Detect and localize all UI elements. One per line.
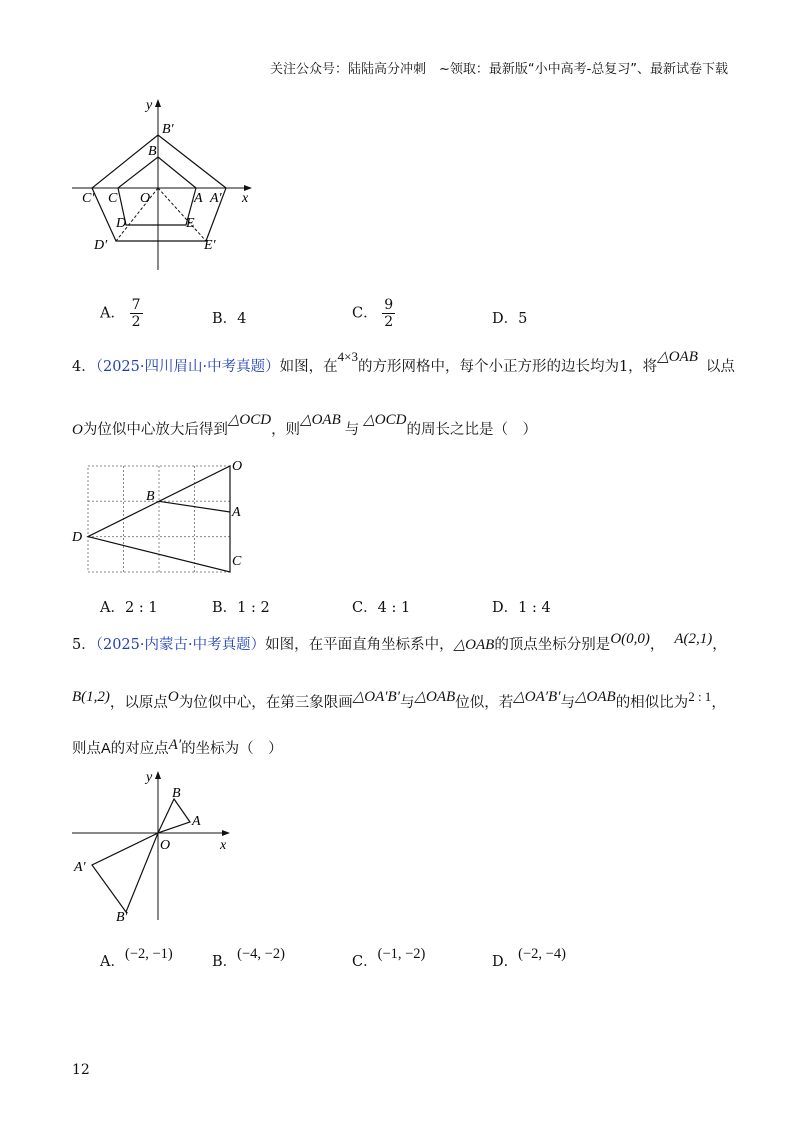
q4-option-a[interactable]: A．2 : 1 <box>100 600 158 616</box>
point-o-label: O <box>232 459 243 474</box>
point-a-label: A <box>194 191 203 206</box>
source-tag: （2025·四川眉山·中考真题） <box>95 359 280 375</box>
point-b-prime-label: B′ <box>116 910 128 925</box>
q4-option-b[interactable]: B．1 : 2 <box>212 600 270 616</box>
point-b-label: B <box>172 786 181 801</box>
point-b-label: B <box>148 144 157 159</box>
point-c-label: C <box>232 554 242 569</box>
point-e-label: E <box>186 216 195 231</box>
point-c-label: C <box>108 191 118 206</box>
q3-option-c[interactable]: C． $\frac{9}{2}$ <box>352 297 394 330</box>
origin-label: O <box>160 838 171 853</box>
q4-option-c[interactable]: C．4 : 1 <box>352 600 411 616</box>
point-d-prime-label: D′ <box>94 238 108 253</box>
y-axis-label: y <box>146 98 153 113</box>
point-a-prime-label: A′ <box>74 860 86 875</box>
q4-stem-line1: 4．（2025·四川眉山·中考真题）如图，在4×3的方形网格中，每个小正方形的边长均为1，将△OAB以点 <box>72 349 735 375</box>
point-a-prime-label: A′ <box>210 191 222 206</box>
q4-figure <box>70 455 250 575</box>
point-c-prime-label: C′ <box>82 191 95 206</box>
point-b-label: B <box>146 489 155 504</box>
q4-stem-line2: O为位似中心放大后得到△OCD，则△OAB与△OCD的周长之比是（ ） <box>72 412 537 438</box>
point-e-prime-label: E′ <box>204 238 216 253</box>
fraction: $\frac{9}{2}$ <box>384 297 394 330</box>
q5-option-d[interactable]: D．(−2, −4) <box>492 946 566 970</box>
q5-option-a[interactable]: A．(−2, −1) <box>100 946 173 970</box>
page-header: 关注公众号：陆陆高分冲刺 ~领取：最新版“小中高考-总复习”、最新试卷下载 <box>269 62 728 77</box>
point-d-label: D <box>116 216 127 231</box>
fraction: $\frac{7}{2}$ <box>131 297 141 330</box>
q5-stem-line3: 则点A的对应点A′的坐标为（ ） <box>72 737 283 757</box>
page-number: 12 <box>72 1062 90 1078</box>
x-axis-label: x <box>220 838 227 853</box>
point-b-prime-label: B′ <box>162 122 174 137</box>
origin-label: O <box>140 191 151 206</box>
source-tag: （2025·内蒙古·中考真题） <box>95 637 266 653</box>
q5-option-c[interactable]: C．(−1, −2) <box>352 946 426 970</box>
q3-option-b[interactable]: B．4 <box>212 311 247 327</box>
q5-stem-line1: 5．（2025·内蒙古·中考真题）如图，在平面直角坐标系中，△OAB的顶点坐标分别是O(0,0)， A(2,1)， <box>72 631 727 653</box>
point-a-label: A <box>192 814 201 829</box>
q5-figure <box>70 765 240 925</box>
y-axis-label: y <box>146 770 153 785</box>
point-a-label: A <box>232 505 241 520</box>
q4-option-d[interactable]: D．1 : 4 <box>492 600 551 616</box>
q3-figure <box>70 95 260 275</box>
q3-option-d[interactable]: D．5 <box>492 311 528 327</box>
point-d-label: D <box>72 530 83 545</box>
q3-option-a[interactable]: A． $\frac{7}{2}$ <box>100 297 141 330</box>
x-axis-label: x <box>242 191 249 206</box>
q5-stem-line2: B(1,2)，以原点O为位似中心，在第三象限画△OA′B′与△OAB位似，若△OA′B′与△OAB的相似比为2 : 1， <box>72 689 726 711</box>
q5-option-b[interactable]: B．(−4, −2) <box>212 946 285 970</box>
